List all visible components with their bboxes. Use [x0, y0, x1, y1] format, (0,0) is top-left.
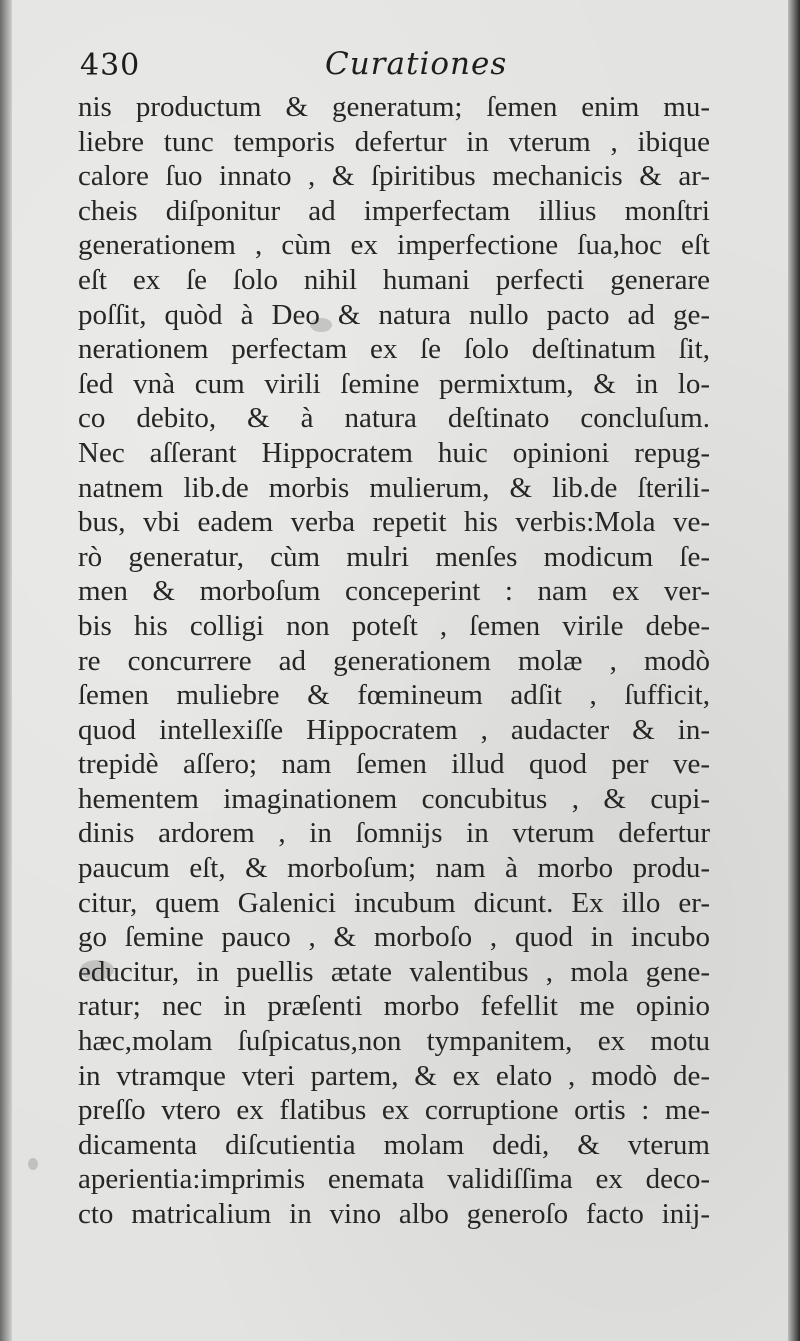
text-line: cheis diſponitur ad imperfectam illius monſtri	[78, 194, 710, 227]
running-head: Curationes	[325, 46, 508, 82]
text-line: quod intellexiſſe Hippocratem , audacter & in-	[78, 713, 710, 746]
page-header	[80, 42, 710, 88]
text-line: Nec aſſerant Hippocratem huic opinioni repug-	[78, 436, 710, 469]
page-number: 430	[80, 48, 141, 83]
ink-smudge	[28, 1158, 38, 1170]
text-line: bis his colligi non poteſt , ſemen virile debe-	[78, 609, 710, 642]
page-left-shadow	[0, 0, 12, 1341]
text-line: bus, vbi eadem verba repetit his verbis:Mola ve-	[78, 506, 710, 539]
body-text	[78, 90, 710, 1232]
text-line: calore ſuo innato , & ſpiritibus mechanicis & ar-	[78, 160, 710, 193]
text-line: educitur, in puellis ætate valentibus , mola gene-	[78, 955, 710, 988]
text-line: hæc,molam ſuſpicatus,non tympanitem, ex motu	[78, 1025, 710, 1058]
text-line: dinis ardorem , in ſomnijs in vterum defertur	[78, 817, 710, 850]
text-line: cto matricalium in vino albo generoſo facto inij-	[78, 1198, 710, 1230]
text-line: citur, quem Galenici incubum dicunt. Ex illo er-	[78, 886, 710, 919]
text-line: nerationem perfectam ex ſe ſolo deſtinatum ſit,	[78, 333, 710, 366]
text-line: dicamenta diſcutientia molam dedi, & vterum	[78, 1128, 710, 1161]
text-line: trepidè aſſero; nam ſemen illud quod per ve-	[78, 748, 710, 781]
text-line: co debito, & à natura deſtinato concluſum.	[78, 402, 710, 435]
text-line: hementem imaginationem concubitus , & cupi-	[78, 782, 710, 815]
text-line: rò generatur, cùm mulri menſes modicum ſe-	[78, 540, 710, 573]
text-line: preſſo vtero ex flatibus ex corruptione ortis : me-	[78, 1094, 710, 1127]
text-line: men & morboſum conceperint : nam ex ver-	[78, 575, 710, 608]
text-line: eſt ex ſe ſolo nihil humani perfecti generare	[78, 263, 710, 296]
text-line: ſemen muliebre & fœmineum adſit , ſufficit,	[78, 679, 710, 712]
text-line: generationem , cùm ex imperfectione ſua,hoc eſt	[78, 229, 710, 262]
text-line: nis productum & generatum; ſemen enim mu-	[78, 91, 710, 123]
text-line: poſſit, quòd à Deo & natura nullo pacto ad ge-	[78, 298, 710, 331]
page-right-shadow	[788, 0, 800, 1341]
text-line: liebre tunc temporis defertur in vterum , ibique	[78, 125, 710, 158]
text-line: in vtramque vteri partem, & ex elato , modò de-	[78, 1059, 710, 1092]
text-line: aperientia:imprimis enemata validiſſima ex deco-	[78, 1163, 710, 1196]
text-line: ratur; nec in præſenti morbo fefellit me opinio	[78, 990, 710, 1023]
text-line: paucum eſt, & morboſum; nam à morbo produ-	[78, 852, 710, 885]
text-line: go ſemine pauco , & morboſo , quod in incubo	[78, 921, 710, 954]
text-line: natnem lib.de morbis mulierum, & lib.de ſterili-	[78, 471, 710, 504]
text-line: ſed vnà cum virili ſemine permixtum, & in lo-	[78, 367, 710, 400]
text-line: re concurrere ad generationem molæ , modò	[78, 644, 710, 677]
